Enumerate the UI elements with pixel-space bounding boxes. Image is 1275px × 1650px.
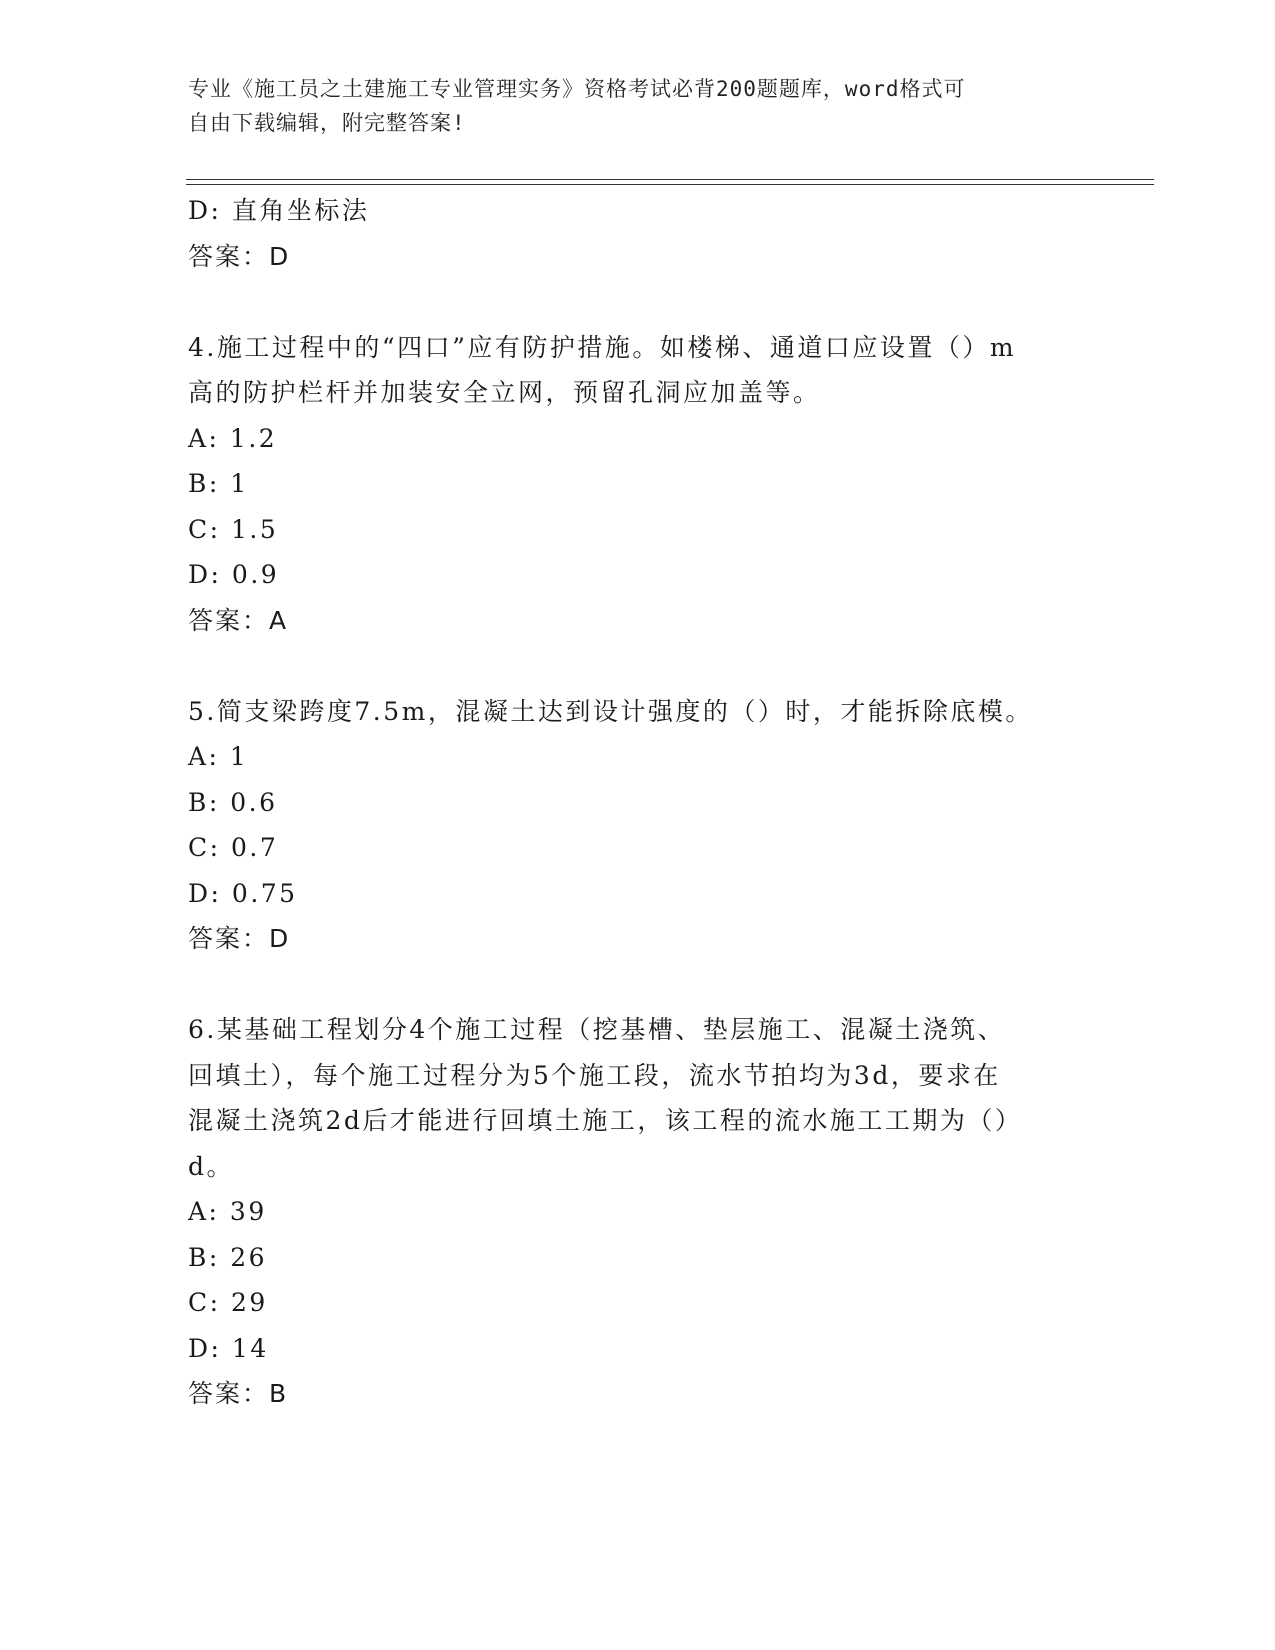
answer: 答案：D <box>188 924 291 953</box>
question-text-line: 高的防护栏杆并加装安全立网，预留孔洞应加盖等。 <box>188 378 821 407</box>
answer: 答案：B <box>188 1379 289 1408</box>
question-text-line: 5.简支梁跨度7.5m，混凝土达到设计强度的（）时，才能拆除底模。 <box>188 696 1033 726</box>
header-line-1: 专业《施工员之土建施工专业管理实务》资格考试必背200题题库，word格式可 <box>188 77 966 101</box>
option-d: D: 0.75 <box>188 878 298 908</box>
option-d: D: 14 <box>188 1333 269 1363</box>
option-c: C: 0.7 <box>188 833 279 862</box>
question-text-line: 混凝土浇筑2d后才能进行回填土施工，该工程的流水施工工期为（） <box>188 1106 1023 1135</box>
option-d: D: 0.9 <box>188 560 280 589</box>
option-c: C: 29 <box>188 1288 268 1317</box>
spacer <box>188 962 1088 1008</box>
prev-answer: 答案：D <box>188 241 291 271</box>
option-a: A: 1.2 <box>188 423 278 453</box>
question-text-line: 6.某基础工程划分4个施工过程（挖基槽、垫层施工、混凝土浇筑、 <box>188 1015 1006 1044</box>
question-6 <box>188 1007 1088 1417</box>
document-header <box>188 72 1088 140</box>
option-b: B: 0.6 <box>188 787 278 817</box>
question-4 <box>188 325 1088 644</box>
header-divider-bottom <box>186 184 1154 185</box>
spacer <box>188 279 1088 325</box>
option-a: A: 39 <box>188 1197 267 1226</box>
option-b: B: 1 <box>188 469 249 498</box>
answer: 答案：A <box>188 605 289 635</box>
question-5 <box>188 689 1088 962</box>
question-text-line: 回填土），每个施工过程分为5个施工段，流水节拍均为3d，要求在 <box>188 1060 1001 1090</box>
option-c: C: 1.5 <box>188 514 279 544</box>
header-line-2: 自由下载编辑，附完整答案! <box>188 111 466 135</box>
question-text-line: 4.施工过程中的“四口”应有防护措施。如楼梯、通道口应设置（）m <box>188 332 1017 362</box>
header-divider-top <box>186 179 1154 180</box>
question-content <box>188 188 1088 1417</box>
question-text-line: d。 <box>188 1151 235 1181</box>
option-a: A: 1 <box>188 742 249 771</box>
option-b: B: 26 <box>188 1242 268 1272</box>
prev-option-d: D: 直角坐标法 <box>188 196 370 225</box>
spacer <box>188 643 1088 689</box>
